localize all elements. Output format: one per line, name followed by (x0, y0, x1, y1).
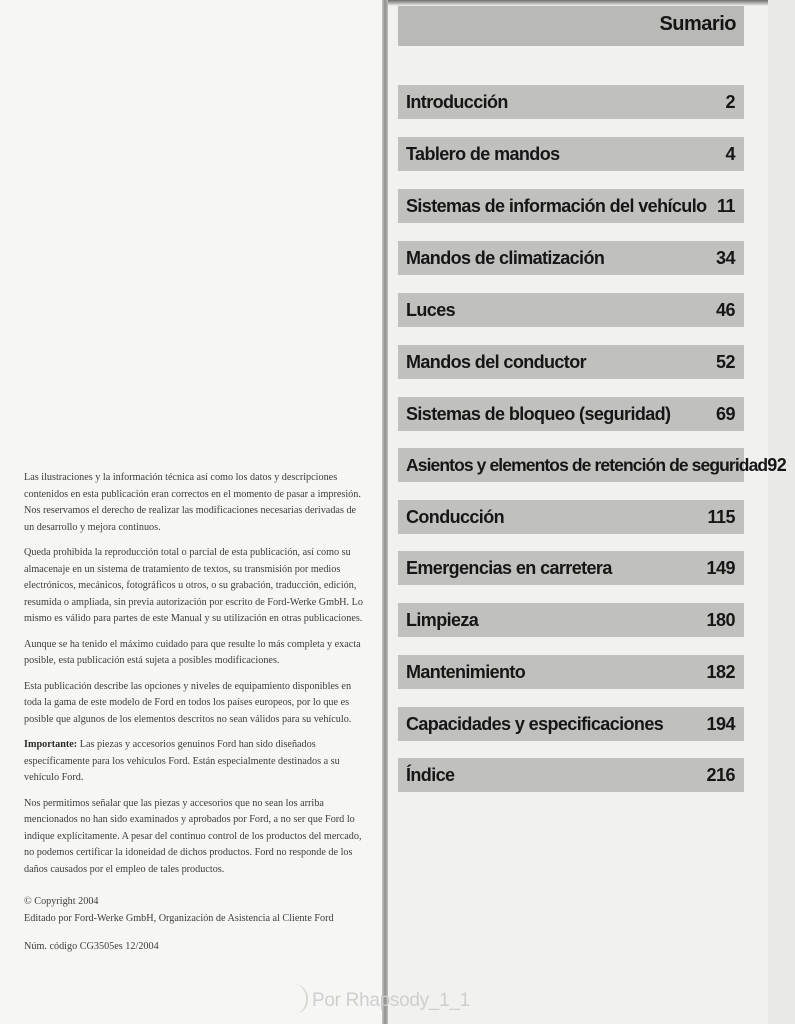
toc-page: 69 (715, 403, 735, 424)
legal-paragraph-1: Las ilustraciones y la información técnica así como los datos y descripciones contenidos en esta publicación eran correctos en el momento de pasar a impresión. Nos reservamos el derecho de realizar las modificaciones necesarias derivadas de un desarrollo y mejora continuos. (24, 472, 361, 533)
toc-page: 4 (725, 143, 735, 164)
toc-label: Mandos del conductor (406, 351, 587, 372)
toc-label: Luces (406, 299, 456, 320)
toc-page: 182 (706, 661, 735, 682)
toc-row[interactable] (398, 85, 744, 119)
toc-page: 149 (706, 557, 735, 578)
toc-label: Asientos y elementos de retención de seguridad (406, 454, 768, 475)
legal-paragraph-2: Queda prohibida la reproducción total o parcial de esta publicación, así como su almacenaje en un sistema de tratamiento de textos, su transmisión por medios electrónicos, mecánicos, fotográficos u otros, o su grabación, traducción, edición, resumida o ampliada, sin previa autorización por escrito de Ford-Werke GmbH. Lo mismo es válido para partes de este Manual y su utilización en otras publicaciones. (24, 547, 363, 624)
toc-page: 216 (706, 764, 735, 785)
summary-title: Sumario (659, 13, 736, 35)
legal-paragraph-6: Nos permitimos señalar que las piezas y accesorios que no sean los arriba mencionados no han sido examinados y aprobados por Ford, a no ser que Ford lo indique explícitamente. A pesar del continuo control de los productos del mercado, no podemos certificar la idoneidad de dichos productos. Ford no responde de los daños causados por el empleo de tales productos. (24, 797, 362, 875)
publisher-line: Editado por Ford-Werke GmbH, Organización de Asistencia al Cliente Ford (24, 912, 334, 924)
toc-page: 52 (715, 351, 735, 372)
toc-page: 46 (715, 299, 735, 320)
left-page (0, 0, 382, 1024)
toc-label: Sistemas de información del vehículo (406, 195, 707, 216)
toc-row[interactable] (398, 293, 744, 327)
toc-page: 2 (725, 91, 735, 112)
toc-label: Mandos de climatización (406, 247, 605, 268)
toc-label: Índice (406, 764, 455, 785)
legal-paragraph-5 (24, 737, 364, 787)
bracket-mark (292, 984, 308, 1014)
watermark: Por Rhapsody_1_1 (312, 990, 470, 1011)
toc-row[interactable] (398, 500, 744, 534)
summary-header (398, 6, 744, 46)
toc-row[interactable] (398, 241, 744, 275)
toc-page: 115 (707, 506, 735, 527)
toc-page: 11 (716, 195, 735, 216)
toc-label: Capacidades y especificaciones (406, 713, 664, 734)
toc-page: 92 (767, 454, 787, 475)
toc-label: Introducción (406, 91, 508, 112)
toc-row[interactable] (398, 603, 744, 637)
toc-row[interactable] (398, 189, 744, 223)
catalog-code: Núm. código CG3505es 12/2004 (24, 941, 159, 952)
toc-row[interactable] (398, 397, 744, 431)
toc-label: Conducción (406, 506, 504, 527)
toc-label: Mantenimiento (406, 661, 526, 682)
toc-page: 194 (706, 713, 735, 734)
toc-page: 180 (706, 609, 735, 630)
toc-page: 34 (715, 247, 735, 268)
toc-row[interactable] (398, 758, 744, 792)
toc-row[interactable] (398, 551, 744, 585)
legal-notice (24, 470, 364, 956)
important-text: Las piezas y accesorios genuinos Ford han sido diseñados específicamente para los vehículos Ford. Están especialmente destinados a su vehículo Ford. (24, 739, 340, 783)
toc-label: Sistemas de bloqueo (seguridad) (406, 403, 671, 424)
copyright-line: © Copyright 2004 (24, 896, 99, 907)
toc-label: Limpieza (406, 609, 479, 630)
toc-label: Tablero de mandos (406, 143, 560, 164)
toc-row[interactable] (398, 707, 744, 741)
toc-row[interactable] (398, 345, 744, 379)
legal-paragraph-4: Esta publicación describe las opciones y niveles de equipamiento disponibles en toda la gama de este modelo de Ford en todos los países europeos, por lo que es posible que algunos de los elementos descritos no sean válidos para su vehículo. (24, 680, 352, 725)
legal-paragraph-3: Aunque se ha tenido el máximo cuidado para que resulte lo más completa y exacta posible, esta publicación está sujeta a posibles modificaciones. (24, 638, 361, 666)
toc-row[interactable] (398, 655, 744, 689)
toc-label: Emergencias en carretera (406, 557, 612, 578)
toc-row[interactable] (398, 137, 744, 171)
toc-row[interactable] (398, 448, 787, 482)
important-label: Importante: (24, 739, 78, 750)
